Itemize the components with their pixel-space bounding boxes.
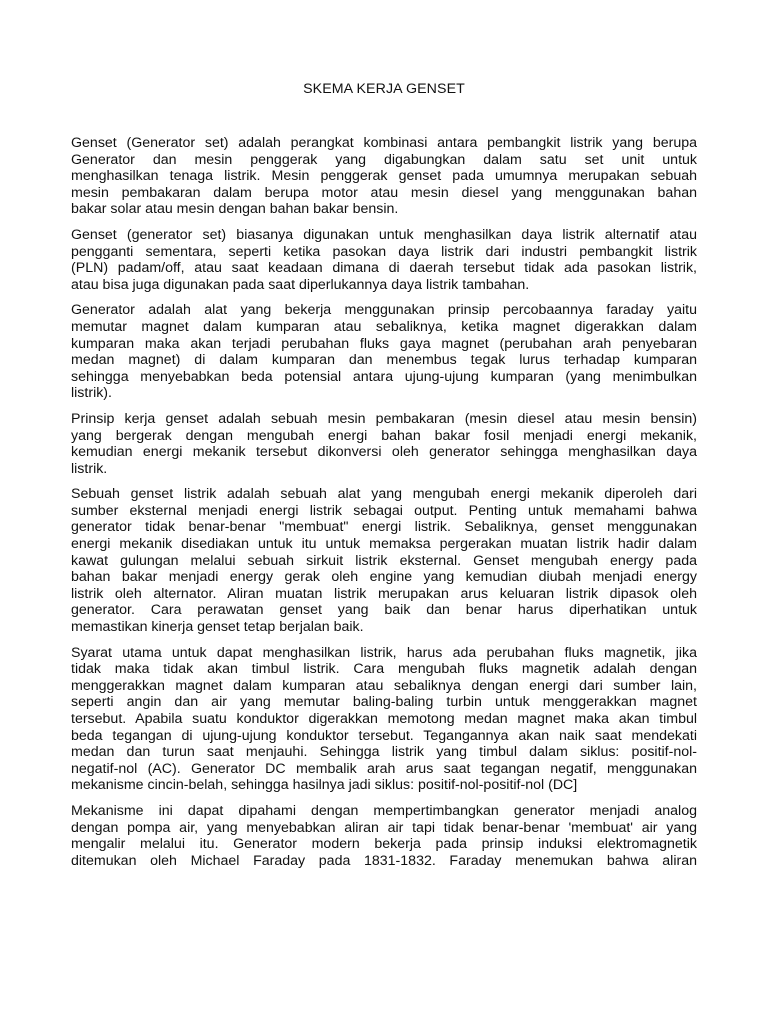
paragraph-line: seperti angin dan air yang memutar baling-baling turbin untuk menggerakkan magnet (71, 694, 697, 711)
paragraph-line: bahan bakar menjadi energy gerak oleh engine yang kemudian diubah menjadi energy (71, 569, 697, 586)
paragraph (71, 135, 697, 218)
paragraph-line: sehingga menyebabkan beda potensial antara ujung-ujung kumparan (yang menimbulkan (71, 368, 697, 385)
paragraph-line: generator tidak benar-benar "membuat" energi listrik. Sebaliknya, genset menggunakan (71, 519, 697, 536)
paragraph (71, 645, 697, 794)
paragraph-line: listrik oleh alternator. Aliran muatan listrik merupakan arus keluaran listrik dipasok oleh (71, 585, 697, 602)
paragraph (71, 486, 697, 635)
paragraph-line: beda tegangan di ujung-ujung konduktor tersebut. Tegangannya akan naik saat mendekati (71, 727, 697, 744)
paragraph-line: Mekanisme ini dapat dipahami dengan mempertimbangkan generator menjadi analog (71, 802, 697, 819)
paragraph-line: energi mekanik disediakan untuk itu untuk memaksa pergerakan muatan listrik hadir dalam (71, 536, 697, 553)
document-title: SKEMA KERJA GENSET (303, 81, 465, 97)
paragraph-line: Syarat utama untuk dapat menghasilkan listrik, harus ada perubahan fluks magnetik, jika (71, 644, 697, 661)
paragraph-line: listrik. (71, 460, 108, 477)
paragraph-line: mesin pembakaran dalam berupa motor atau mesin diesel yang menggunakan bahan (71, 184, 697, 201)
paragraph-line: (PLN) padam/off, atau saat keadaan dimana di daerah tersebut tidak ada pasokan listrik, (71, 260, 697, 277)
paragraph-line: kumparan maka akan terjadi perubahan fluks gaya magnet (perubahan arah penyebaran (71, 335, 697, 352)
paragraph (71, 411, 697, 477)
paragraph-line: Prinsip kerja genset adalah sebuah mesin pembakaran (mesin diesel atau mesin bensin) (71, 410, 697, 427)
paragraph-line: Genset (Generator set) adalah perangkat kombinasi antara pembangkit listrik yang berupa (71, 135, 697, 151)
paragraph-line: mengalir melalui itu. Generator modern bekerja pada prinsip induksi elektromagnetik (71, 836, 697, 853)
paragraph-line: Sebuah genset listrik adalah sebuah alat yang mengubah energi mekanik diperoleh dari (71, 486, 697, 503)
paragraph (71, 302, 697, 402)
paragraph-line: bakar solar atau mesin dengan bahan bakar bensin. (71, 201, 399, 218)
paragraph-line: Genset (generator set) biasanya digunakan untuk menghasilkan daya listrik alternatif atau (71, 226, 697, 243)
paragraph-line: menggerakkan magnet dalam kumparan atau sebaliknya dengan energi dari sumber lain, (71, 677, 697, 694)
paragraph-line: tersebut. Apabila suatu konduktor digerakkan memotong medan magnet maka akan timbul (71, 711, 697, 727)
paragraph-line: kawat gulungan melalui sebuah sirkuit listrik eksternal. Genset mengubah energy pada (71, 552, 697, 569)
paragraph-line: dengan pompa air, yang menyebabkan aliran air tapi tidak benar-benar 'membuat' air yang (71, 819, 697, 836)
paragraph (71, 227, 697, 293)
paragraph-line: tidak maka tidak akan timbul listrik. Cara mengubah fluks magnetik adalah dengan (71, 661, 697, 678)
document-body (71, 135, 697, 878)
paragraph-line: memutar magnet dalam kumparan atau sebaliknya, ketika magnet digerakkan dalam (71, 318, 697, 335)
paragraph-line: generator. Cara perawatan genset yang baik dan benar harus diperhatikan untuk (71, 602, 697, 619)
paragraph-line: Generator dan mesin penggerak yang digabungkan dalam satu set unit untuk (71, 151, 697, 168)
paragraph-line: kemudian energi mekanik tersebut dikonversi oleh generator sehingga menghasilkan daya (71, 444, 697, 461)
paragraph-line: listrik). (71, 385, 112, 402)
paragraph-line: medan dan turun saat menjauhi. Sehingga listrik yang timbul dalam siklus: positif-nol- (71, 744, 697, 761)
paragraph-line: memastikan kinerja genset tetap berjalan baik. (71, 619, 364, 636)
paragraph-line: yang bergerak dengan mengubah energi bahan bakar fosil menjadi energi mekanik, (71, 427, 697, 444)
paragraph-line: sumber eksternal menjadi energi listrik sebagai output. Penting untuk memahami bahwa (71, 502, 697, 519)
paragraph-line: negatif-nol (AC). Generator DC membalik arah arus saat tegangan negatif, menggunakan (71, 760, 697, 777)
paragraph-line: atau bisa juga digunakan pada saat diperlukannya daya listrik tambahan. (71, 276, 530, 293)
paragraph (71, 803, 697, 869)
paragraph-line: ditemukan oleh Michael Faraday pada 1831-1832. Faraday menemukan bahwa aliran (71, 852, 697, 869)
paragraph-line: Generator adalah alat yang bekerja menggunakan prinsip percobaannya faraday yaitu (71, 302, 697, 319)
paragraph-line: medan magnet) di dalam kumparan dan menembus tegak lurus terhadap kumparan (71, 352, 697, 369)
paragraph-line: mekanisme cincin-belah, sehingga hasilnya jadi siklus: positif-nol-positif-nol (DC] (71, 777, 578, 794)
paragraph-line: menghasilkan tenaga listrik. Mesin penggerak genset pada umumnya merupakan sebuah (71, 168, 697, 185)
paragraph-line: pengganti sementara, seperti ketika pasokan daya listrik dari industri pembangkit listrik (71, 243, 697, 260)
